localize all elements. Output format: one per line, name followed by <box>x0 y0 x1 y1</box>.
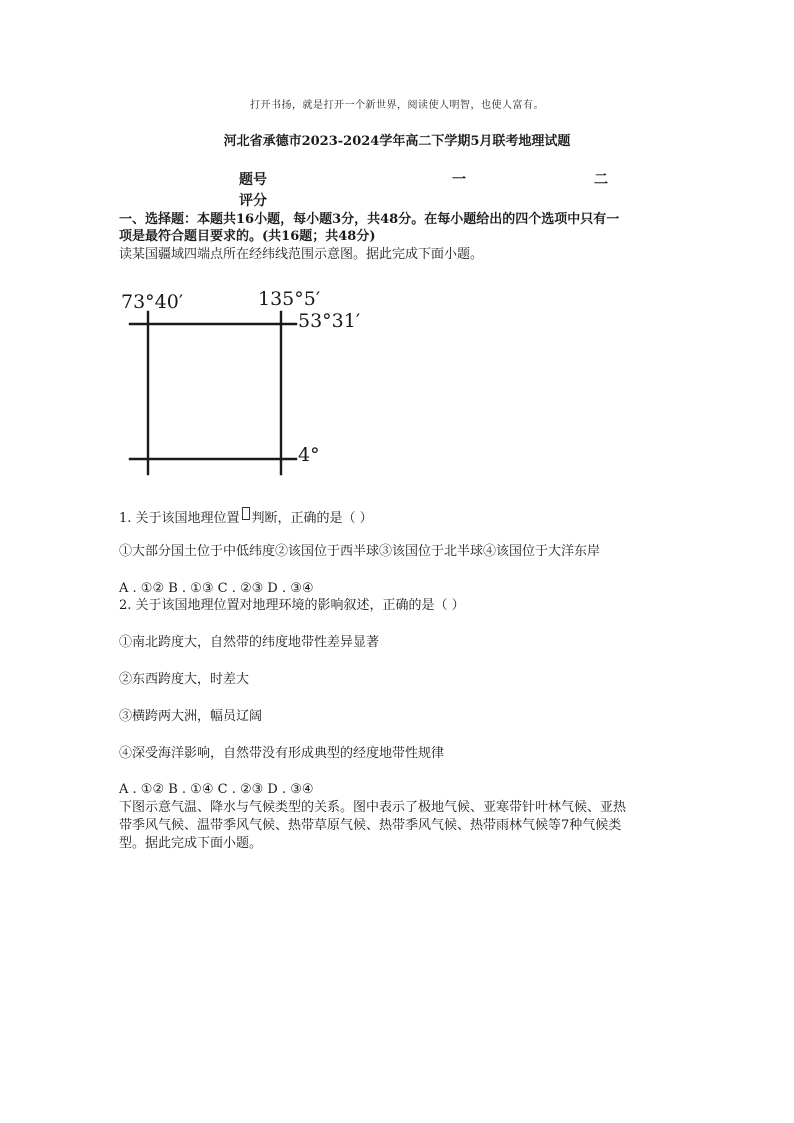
question-2-statement-2: ②东西跨度大，时差大 <box>119 672 250 687</box>
question-2-statement-1: ①南北跨度大，自然带的纬度地带性差异显著 <box>119 635 380 650</box>
climate-intro-line-3: 型。据此完成下面小题。 <box>119 836 263 851</box>
map-north-lat-label: 53°31′ <box>298 310 361 332</box>
exam-title: 河北省承德市2023-2024学年高二下学期5月联考地理试题 <box>223 134 571 149</box>
question-2-statement-3: ③横跨两大洲，幅员辽阔 <box>119 709 263 724</box>
score-table-col-2: 二 <box>594 172 608 188</box>
map-west-lon-label: 73°40′ <box>121 291 184 313</box>
map-intro: 读某国疆域四端点所在经纬线范围示意图。据此完成下面小题。 <box>119 247 484 262</box>
question-1-stem-part-a: 1. 关于该国地理位置 <box>119 511 240 526</box>
section-heading-line-2: 项是最符合题目要求的。(共16题；共48分) <box>119 229 376 244</box>
map-east-lon-label: 135°5′ <box>258 288 321 310</box>
question-1-stem <box>119 507 679 527</box>
question-2-stem: 2. 关于该国地理位置对地理环境的影响叙述，正确的是（ ） <box>119 598 465 613</box>
missing-glyph-box <box>242 507 250 520</box>
climate-intro-line-2: 带季风气候、温带季风气候、热带草原气候、热带季风气候、热带雨林气候等7种气候类 <box>119 818 622 833</box>
question-1-stem-part-b: 判断，正确的是（ ） <box>251 511 373 526</box>
question-1-options: A . ①② B . ①③ C . ②③ D . ③④ <box>119 581 314 596</box>
score-table-row-label: 评分 <box>239 193 267 209</box>
question-2-options: A . ①② B . ①④ C . ②③ D . ③④ <box>119 782 314 797</box>
header-motto: 打开书扬，就是打开一个新世界，阅读使人明智，也使人富有。 <box>250 100 544 111</box>
section-heading-line-1: 一、选择题：本题共16小题，每小题3分，共48分。在每小题给出的四个选项中只有一 <box>119 212 620 227</box>
question-2-statement-4: ④深受海洋影响，自然带没有形成典型的经度地带性规律 <box>119 746 445 761</box>
climate-intro-line-1: 下图示意气温、降水与气候类型的关系。图中表示了极地气候、亚寒带针叶林气候、亚热 <box>119 800 627 815</box>
score-table-col-label: 题号 <box>239 172 267 188</box>
score-table-col-1: 一 <box>452 172 466 188</box>
lat-lon-range-map <box>118 284 368 484</box>
map-south-lat-label: 4° <box>298 444 320 466</box>
question-1-statements: ①大部分国土位于中低纬度②该国位于西半球③该国位于北半球④该国位于大洋东岸 <box>119 544 601 559</box>
